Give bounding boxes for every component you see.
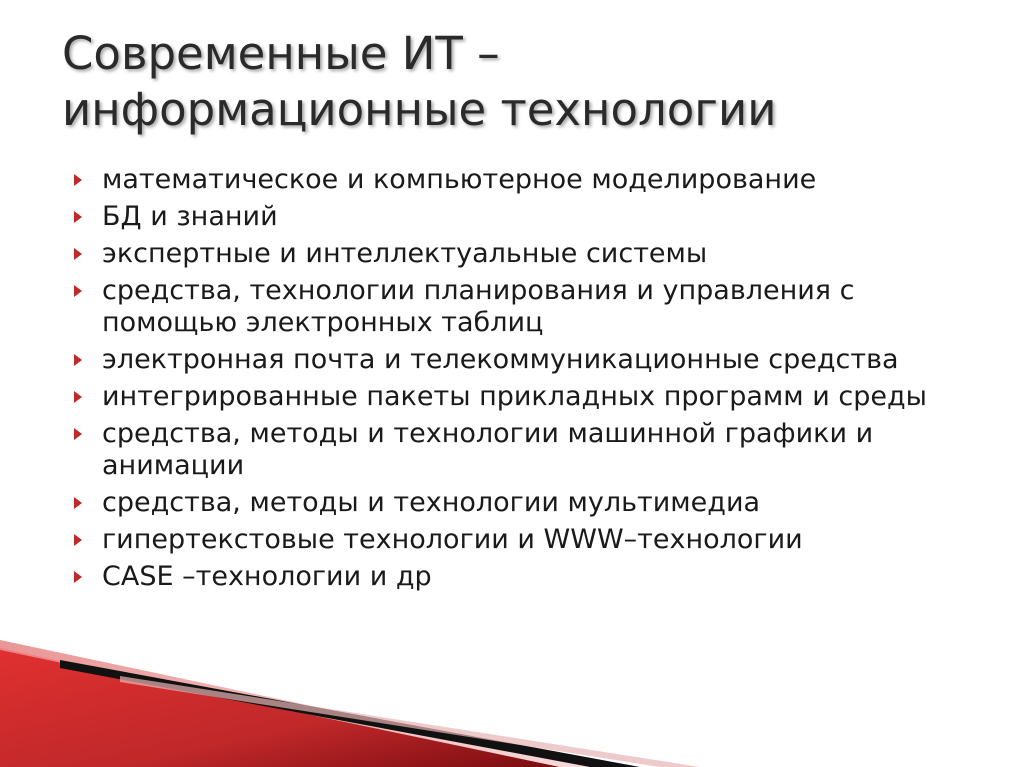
list-item-text: интегрированные пакеты прикладных программ и среды <box>102 381 927 412</box>
list-item-text: экспертные и интеллектуальные системы <box>102 238 708 269</box>
list-item-text: CASE –технологии и др <box>102 561 432 592</box>
list-item-text: средства, технологии планирования и управления с помощью электронных таблиц <box>102 275 855 338</box>
list-item-text: электронная почта и телекоммуникационные средства <box>102 344 899 375</box>
list-item-text: средства, методы и технологии мультимедиа <box>102 487 761 518</box>
slide-title-line1: Современные ИТ – <box>62 27 500 80</box>
list-item-text: средства, методы и технологии машинной графики и анимации <box>102 418 874 481</box>
list-item-text: гипертекстовые технологии и WWW–технологии <box>102 524 803 555</box>
list-item-text: математическое и компьютерное моделирование <box>102 164 817 195</box>
slide-title-line2: информационные технологии <box>62 83 777 136</box>
list-item-text: БД и знаний <box>102 201 278 232</box>
